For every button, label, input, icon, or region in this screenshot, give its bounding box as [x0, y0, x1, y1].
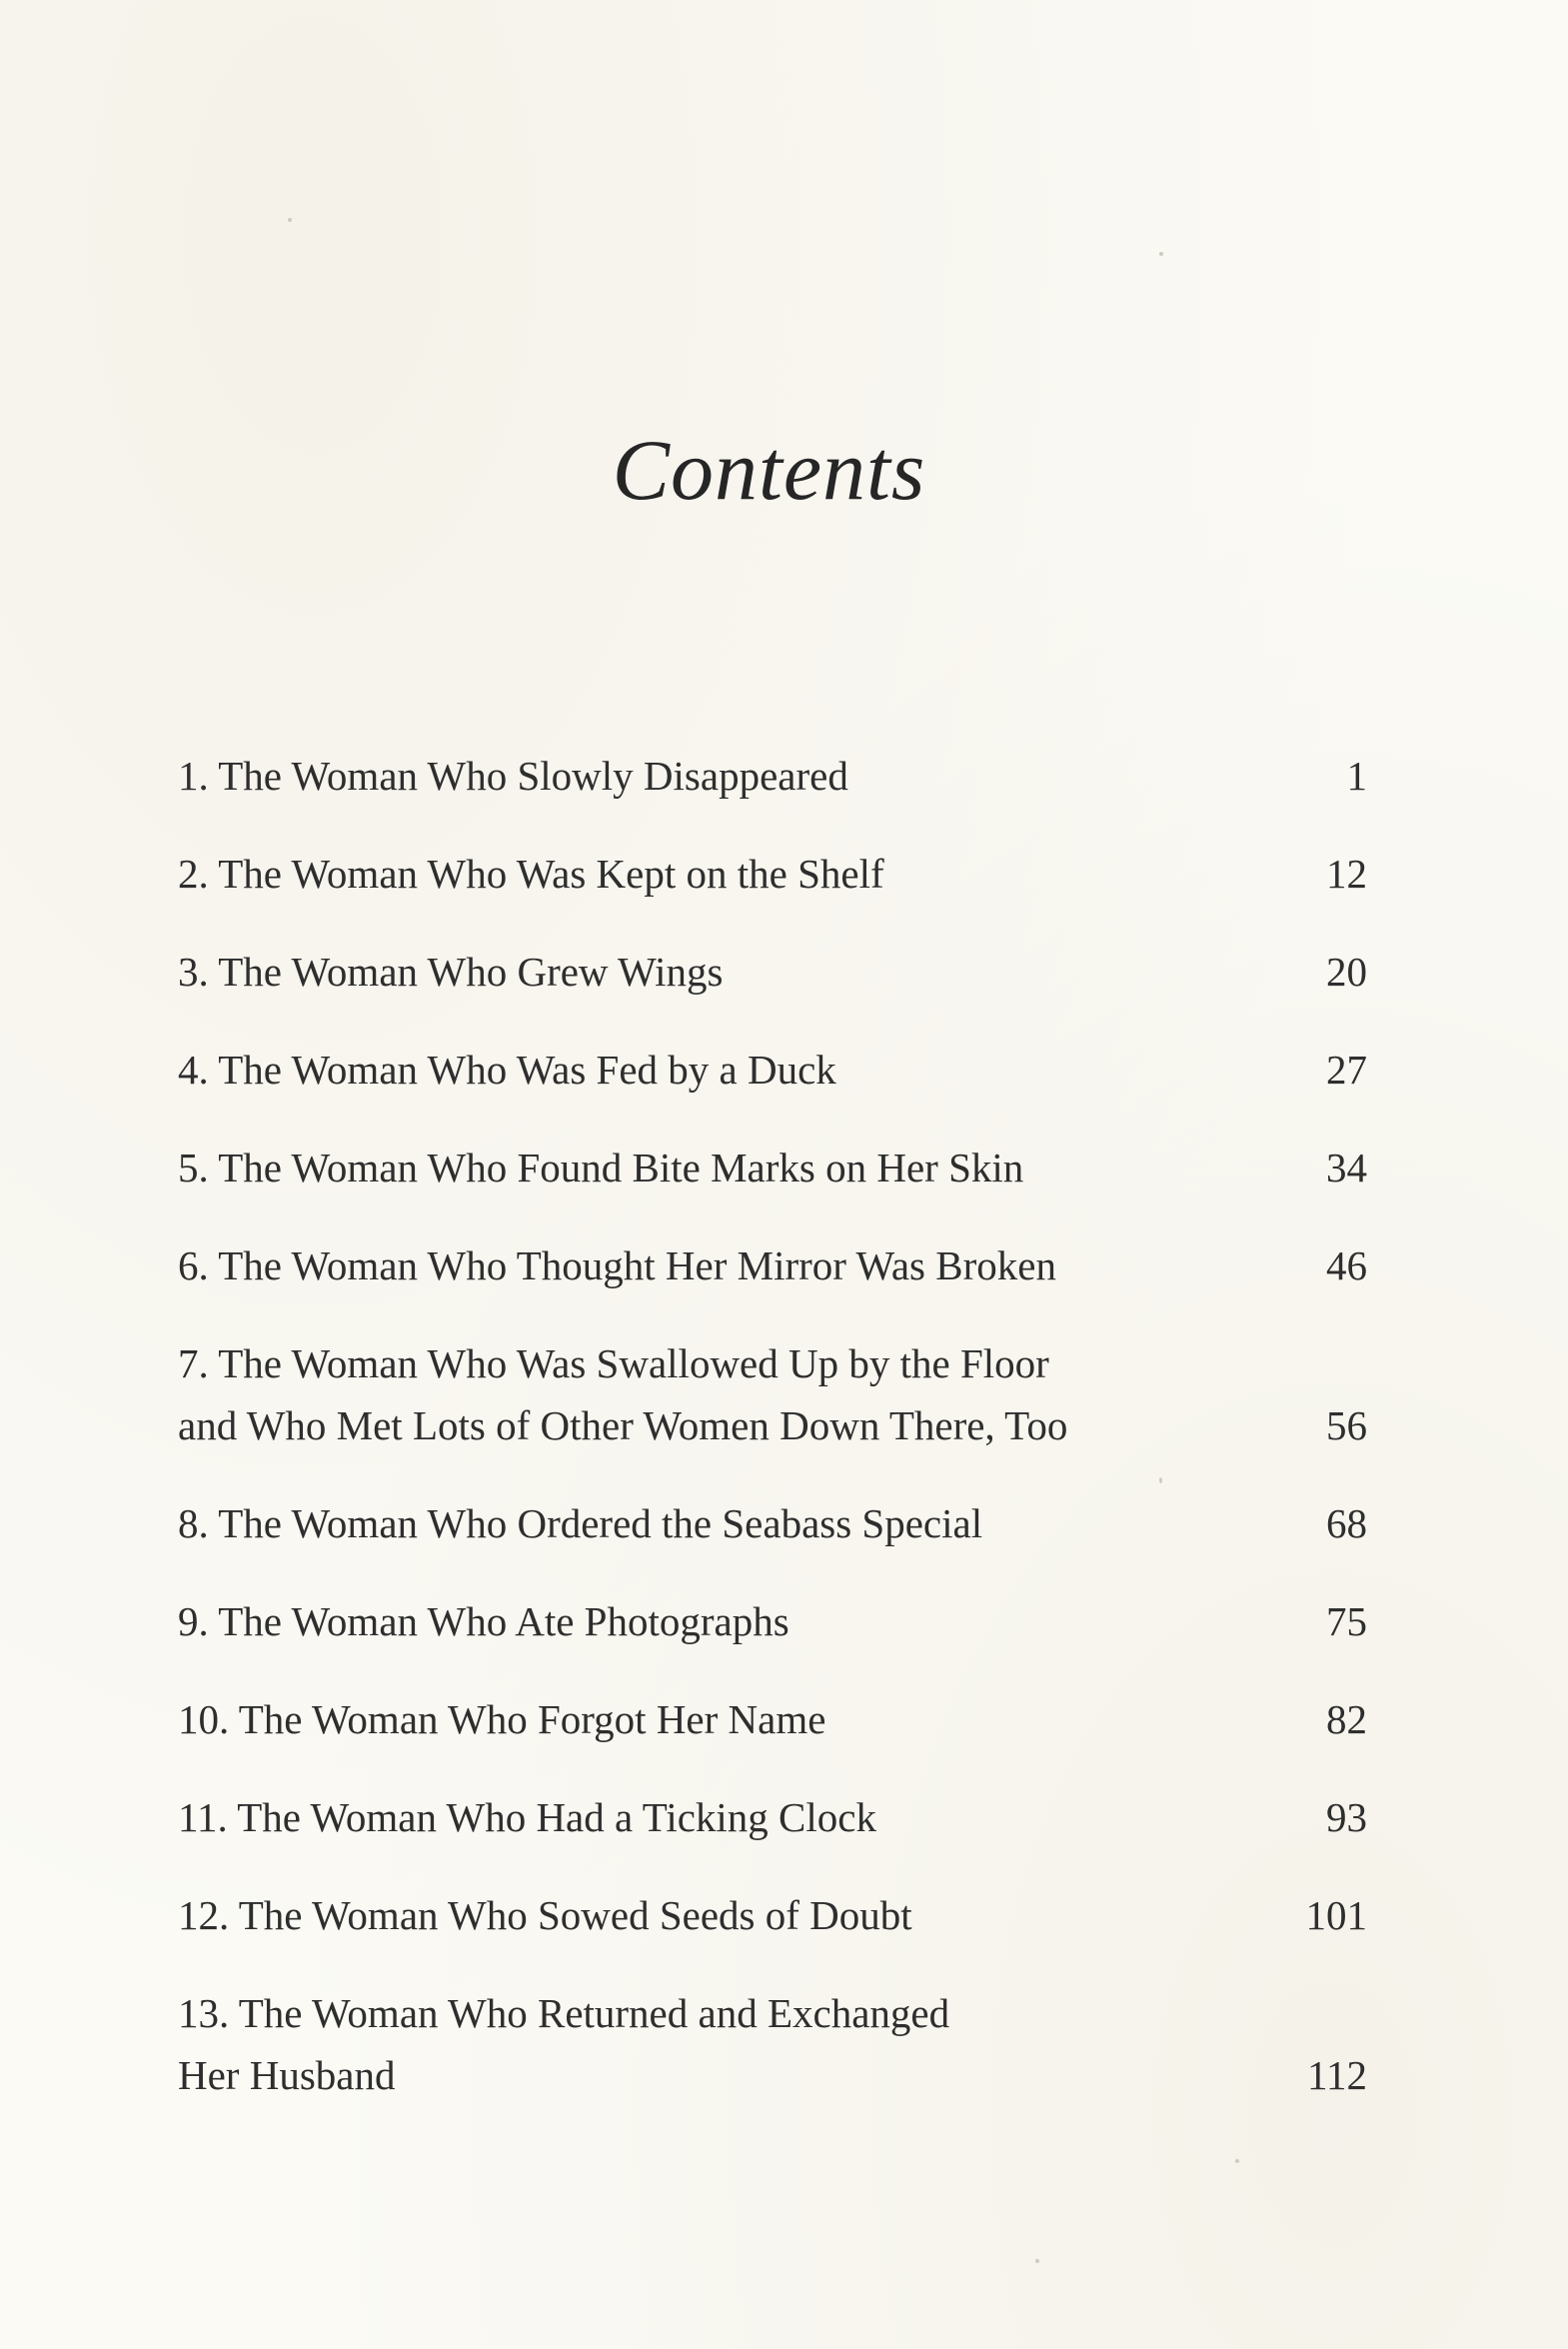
toc-page-number: 46	[1326, 1242, 1367, 1288]
toc-page-number: 82	[1326, 1696, 1367, 1742]
toc-entry	[178, 745, 1367, 807]
toc-entry-title	[178, 1884, 1217, 1946]
toc-page-number: 27	[1326, 1047, 1367, 1093]
toc-page-number: 20	[1326, 949, 1367, 995]
toc-entry-title	[178, 1492, 1217, 1554]
toc-entry	[178, 941, 1367, 1003]
toc-entry	[178, 1137, 1367, 1198]
toc-page-number: 93	[1326, 1794, 1367, 1840]
toc-entry-title-line: 2. The Woman Who Was Kept on the Shelf	[178, 851, 884, 897]
toc-entry-title-line: 13. The Woman Who Returned and Exchanged	[178, 1990, 950, 2036]
toc-entry-title-line: 11. The Woman Who Had a Ticking Clock	[178, 1794, 876, 1840]
toc-entry-title-line: 3. The Woman Who Grew Wings	[178, 949, 724, 995]
toc-entry	[178, 1688, 1367, 1750]
toc-entry-title	[178, 1234, 1217, 1296]
toc-entry-title	[178, 1786, 1217, 1848]
toc-entry	[178, 1786, 1367, 1848]
toc-entry-title-line: 6. The Woman Who Thought Her Mirror Was Broken	[178, 1242, 1056, 1288]
paper-speck	[1159, 252, 1163, 256]
page-title: Contents	[612, 422, 926, 518]
toc-entry-title	[178, 843, 1217, 905]
toc-entry	[178, 1234, 1367, 1296]
toc-entry-title	[178, 1137, 1217, 1198]
toc-entry-title-line: 4. The Woman Who Was Fed by a Duck	[178, 1047, 836, 1093]
toc-page-number: 101	[1305, 1892, 1367, 1938]
toc-entry	[178, 1332, 1367, 1456]
toc-entry-title-line: 7. The Woman Who Was Swallowed Up by the Floor	[178, 1340, 1049, 1386]
toc-entry-title-line: Her Husband	[178, 2052, 396, 2098]
toc-entry-title	[178, 1982, 1217, 2106]
paper-speck	[288, 218, 292, 222]
toc-entry-title-line: 1. The Woman Who Slowly Disappeared	[178, 753, 848, 799]
toc-page-number: 1	[1346, 753, 1367, 799]
toc-entry	[178, 1884, 1367, 1946]
toc-entry-title	[178, 745, 1217, 807]
toc-page-number: 56	[1326, 1402, 1367, 1448]
toc-entry-title-line: 5. The Woman Who Found Bite Marks on Her Skin	[178, 1145, 1024, 1190]
toc-entry	[178, 1590, 1367, 1652]
toc-page-number: 34	[1326, 1145, 1367, 1190]
toc-entry-title-line: 10. The Woman Who Forgot Her Name	[178, 1696, 826, 1742]
toc-page-number: 75	[1326, 1598, 1367, 1644]
toc-page-number: 68	[1326, 1500, 1367, 1546]
toc-entry-title	[178, 941, 1217, 1003]
toc-entry	[178, 1492, 1367, 1554]
paper-speck	[1035, 2259, 1039, 2263]
toc-entry-title	[178, 1039, 1217, 1101]
paper-speck	[1235, 2159, 1239, 2163]
toc-entry-title-line: 8. The Woman Who Ordered the Seabass Special	[178, 1500, 983, 1546]
toc-entry-title	[178, 1332, 1217, 1456]
toc-entry-title-line: 9. The Woman Who Ate Photographs	[178, 1598, 789, 1644]
toc-page-number: 12	[1326, 851, 1367, 897]
toc-entry-title-line: 12. The Woman Who Sowed Seeds of Doubt	[178, 1892, 912, 1938]
toc-entry	[178, 1039, 1367, 1101]
toc-entry-title	[178, 1688, 1217, 1750]
toc-entry	[178, 843, 1367, 905]
toc-page-number: 112	[1307, 2052, 1367, 2098]
toc-entry-title-line: and Who Met Lots of Other Women Down There, Too	[178, 1402, 1068, 1448]
toc-entry-title	[178, 1590, 1217, 1652]
table-of-contents	[178, 745, 1367, 2142]
toc-entry	[178, 1982, 1367, 2106]
